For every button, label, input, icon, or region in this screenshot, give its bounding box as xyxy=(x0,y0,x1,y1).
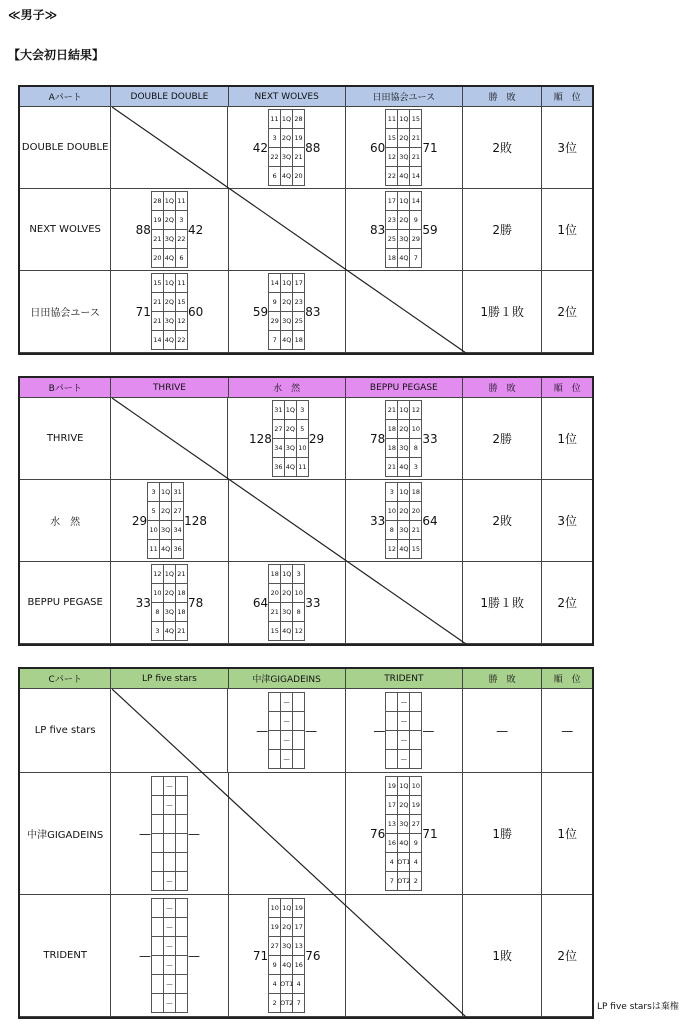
score-right: 128 xyxy=(184,513,208,528)
diagonal-stroke xyxy=(112,107,466,353)
quarter-score: 25 xyxy=(386,230,398,249)
quarter-score: 36 xyxy=(273,458,285,477)
score-left: 78 xyxy=(370,431,386,446)
quarter-label: 2Q xyxy=(398,129,410,148)
quarter-label: 2Q xyxy=(160,502,172,521)
quarter-label: OT2 xyxy=(398,872,410,891)
quarter-score: 2 xyxy=(410,872,422,891)
quarter-score: 3 xyxy=(269,129,281,148)
score-left: 33 xyxy=(135,595,151,610)
quarter-label: 4Q xyxy=(281,167,293,186)
quarter-score: 3 xyxy=(152,622,164,641)
quarter-score: 22 xyxy=(269,148,281,167)
column-team-name: 水 然 xyxy=(229,378,346,398)
quarter-score: 27 xyxy=(269,937,281,956)
quarter-label: 1Q xyxy=(164,192,176,211)
quarter-label: 1Q xyxy=(164,274,176,293)
rank-value: 3位 xyxy=(542,107,592,189)
quarter-score: 15 xyxy=(152,274,164,293)
record-value: 1勝１敗 xyxy=(463,562,542,644)
quarter-score: 19 xyxy=(293,129,305,148)
column-header: 順 位 xyxy=(542,378,592,398)
quarter-label: 2Q xyxy=(164,211,176,230)
quarter-label: — xyxy=(281,750,293,769)
quarter-score: 20 xyxy=(410,502,422,521)
quarter-label: — xyxy=(398,712,410,731)
header-row xyxy=(20,378,592,398)
score-left: 83 xyxy=(370,222,386,237)
quarter-score: 10 xyxy=(293,584,305,603)
quarter-score: 8 xyxy=(410,439,422,458)
quarter-label: — xyxy=(281,693,293,712)
quarter-score: 14 xyxy=(410,167,422,186)
quarter-score: 28 xyxy=(152,192,164,211)
score-right: 42 xyxy=(187,222,204,237)
quarter-score: 21 xyxy=(410,129,422,148)
column-header: 勝 敗 xyxy=(463,669,542,689)
quarter-score: 11 xyxy=(176,192,188,211)
quarter-score: 21 xyxy=(152,230,164,249)
quarter-score: 10 xyxy=(410,777,422,796)
quarter-score: 10 xyxy=(148,521,160,540)
record-value: 1敗 xyxy=(463,895,542,1017)
row-team-name: 水 然 xyxy=(20,480,111,562)
quarter-score: 3 xyxy=(386,483,398,502)
quarter-score: 21 xyxy=(410,148,422,167)
column-team-name: BEPPU PEGASE xyxy=(346,378,463,398)
score-left: 128 xyxy=(248,431,272,446)
quarter-score: 4 xyxy=(293,975,305,994)
row-team-name: TRIDENT xyxy=(20,895,111,1017)
quarter-label: — xyxy=(398,731,410,750)
column-team-name: NEXT WOLVES xyxy=(229,87,346,107)
quarter-score: 20 xyxy=(293,167,305,186)
quarter-label: 2Q xyxy=(285,420,297,439)
quarter-label: 4Q xyxy=(281,956,293,975)
quarter-label: 3Q xyxy=(281,148,293,167)
quarter-score: 14 xyxy=(152,331,164,350)
score-right: 76 xyxy=(305,948,321,963)
record-value: 1勝１敗 xyxy=(463,271,542,353)
quarter-label: 4Q xyxy=(398,249,410,268)
quarter-label: 3Q xyxy=(164,230,176,249)
quarter-score: 18 xyxy=(176,584,188,603)
quarter-score: 20 xyxy=(269,584,281,603)
quarter-score: 9 xyxy=(410,211,422,230)
quarter-score: 10 xyxy=(386,502,398,521)
score-left: — xyxy=(373,723,386,738)
quarter-score: 15 xyxy=(410,110,422,129)
score-right: — xyxy=(422,723,435,738)
quarter-score: 3 xyxy=(293,565,305,584)
score-right: 88 xyxy=(305,140,321,155)
header-row xyxy=(20,669,592,689)
group-table xyxy=(18,376,594,646)
quarter-label: 4Q xyxy=(398,540,410,559)
record-value: 2敗 xyxy=(463,480,542,562)
diagonal-stroke xyxy=(112,398,466,644)
quarter-label: 1Q xyxy=(398,777,410,796)
score-right: 33 xyxy=(305,595,321,610)
rank-value: 1位 xyxy=(542,189,592,271)
quarter-score: 29 xyxy=(269,312,281,331)
quarter-score: 34 xyxy=(273,439,285,458)
quarter-score: 6 xyxy=(176,249,188,268)
score-right: 83 xyxy=(305,304,321,319)
quarter-label: 4Q xyxy=(398,167,410,186)
quarter-label: — xyxy=(164,937,176,956)
score-right: 29 xyxy=(308,431,325,446)
quarter-label: — xyxy=(281,731,293,750)
score-left: 59 xyxy=(252,304,269,319)
column-team-name: THRIVE xyxy=(111,378,228,398)
quarter-score: 21 xyxy=(176,622,188,641)
quarter-score: 13 xyxy=(386,815,398,834)
quarter-score: 18 xyxy=(386,420,398,439)
record-value: — xyxy=(463,689,542,773)
quarter-label: 4Q xyxy=(164,331,176,350)
quarter-label: 3Q xyxy=(164,603,176,622)
quarter-score: 21 xyxy=(410,521,422,540)
score-left: — xyxy=(138,826,151,841)
quarter-score: 3 xyxy=(297,401,309,420)
quarter-label: — xyxy=(164,872,176,891)
quarter-label: — xyxy=(398,750,410,769)
quarter-score: 5 xyxy=(297,420,309,439)
quarter-score: 8 xyxy=(293,603,305,622)
rank-value: 2位 xyxy=(542,271,592,353)
quarter-label: 3Q xyxy=(281,603,293,622)
quarter-score: 18 xyxy=(293,331,305,350)
row-team-name: 日田協会ユース xyxy=(20,271,111,353)
column-team-name: TRIDENT xyxy=(346,669,463,689)
quarter-label: 3Q xyxy=(398,521,410,540)
score-left: 42 xyxy=(252,140,269,155)
quarter-label: 1Q xyxy=(285,401,297,420)
quarter-score: 18 xyxy=(410,483,422,502)
quarter-label: 1Q xyxy=(398,192,410,211)
diagonal-line xyxy=(112,689,466,1017)
row-team-name: DOUBLE DOUBLE xyxy=(20,107,111,189)
quarter-label: 4Q xyxy=(281,622,293,641)
score-left: — xyxy=(256,723,269,738)
quarter-score: 18 xyxy=(386,249,398,268)
quarter-label: 2Q xyxy=(398,502,410,521)
quarter-score: 21 xyxy=(386,401,398,420)
row-team-name: LP five stars xyxy=(20,689,111,773)
quarter-score: 19 xyxy=(269,918,281,937)
rank-value: 2位 xyxy=(542,562,592,644)
quarter-score: 10 xyxy=(269,899,281,918)
rank-value: — xyxy=(542,689,592,773)
score-left: 88 xyxy=(135,222,151,237)
quarter-score: 11 xyxy=(148,540,160,559)
quarter-score: 7 xyxy=(386,872,398,891)
score-left: 71 xyxy=(252,948,269,963)
quarter-score: 16 xyxy=(293,956,305,975)
quarter-label: OT1 xyxy=(281,975,293,994)
quarter-score: 6 xyxy=(269,167,281,186)
quarter-label: 4Q xyxy=(398,834,410,853)
score-left: — xyxy=(138,948,151,963)
quarter-score: 4 xyxy=(269,975,281,994)
header-row xyxy=(20,87,592,107)
quarter-score: 12 xyxy=(176,312,188,331)
quarter-label: 4Q xyxy=(281,331,293,350)
quarter-score: 25 xyxy=(293,312,305,331)
quarter-label: 3Q xyxy=(160,521,172,540)
quarter-label: 3Q xyxy=(281,937,293,956)
quarter-score: 21 xyxy=(152,293,164,312)
quarter-score: 22 xyxy=(176,230,188,249)
row-team-name: BEPPU PEGASE xyxy=(20,562,111,644)
quarter-score: 9 xyxy=(269,956,281,975)
quarter-score: 8 xyxy=(386,521,398,540)
quarter-score: 3 xyxy=(148,483,160,502)
quarter-label: 2Q xyxy=(281,584,293,603)
column-team-name: DOUBLE DOUBLE xyxy=(111,87,228,107)
column-header: 勝 敗 xyxy=(463,378,542,398)
row-team-name: THRIVE xyxy=(20,398,111,480)
quarter-score: 4 xyxy=(386,853,398,872)
quarter-label: 1Q xyxy=(164,565,176,584)
row-team-name: 中津GIGADEINS xyxy=(20,773,111,895)
record-value: 2敗 xyxy=(463,107,542,189)
quarter-score: 19 xyxy=(410,796,422,815)
quarter-label: — xyxy=(164,956,176,975)
quarter-score: 12 xyxy=(410,401,422,420)
record-value: 1勝 xyxy=(463,773,542,895)
footnote: LP five starsは棄権 xyxy=(597,1002,679,1012)
page-title: ≪男子≫ xyxy=(8,8,58,22)
quarter-label: 2Q xyxy=(281,129,293,148)
quarter-label: 2Q xyxy=(281,293,293,312)
quarter-score: 8 xyxy=(152,603,164,622)
part-label: Bパート xyxy=(20,378,111,398)
diagonal-line xyxy=(112,398,466,644)
rank-value: 2位 xyxy=(542,895,592,1017)
group-table xyxy=(18,85,594,355)
quarter-score: 17 xyxy=(386,192,398,211)
quarter-score: 7 xyxy=(410,249,422,268)
quarter-label: 4Q xyxy=(160,540,172,559)
diagonal-stroke xyxy=(112,689,466,1017)
column-header: 順 位 xyxy=(542,87,592,107)
quarter-score: 9 xyxy=(410,834,422,853)
quarter-score: 15 xyxy=(176,293,188,312)
quarter-score: 15 xyxy=(410,540,422,559)
score-left: 60 xyxy=(370,140,386,155)
score-left: 71 xyxy=(135,304,151,319)
quarter-score: 19 xyxy=(293,899,305,918)
quarter-score: 14 xyxy=(269,274,281,293)
quarter-label: — xyxy=(281,712,293,731)
quarter-score: 18 xyxy=(176,603,188,622)
rank-value: 1位 xyxy=(542,773,592,895)
row-team-name: NEXT WOLVES xyxy=(20,189,111,271)
quarter-score: 17 xyxy=(293,274,305,293)
score-right: 64 xyxy=(422,513,438,528)
quarter-score: 18 xyxy=(386,439,398,458)
quarter-score: 7 xyxy=(293,994,305,1013)
quarter-score: 12 xyxy=(386,540,398,559)
quarter-score: 23 xyxy=(386,211,398,230)
quarter-score: 11 xyxy=(176,274,188,293)
quarter-label: 2Q xyxy=(164,584,176,603)
score-right: 60 xyxy=(187,304,204,319)
quarter-score: 21 xyxy=(386,458,398,477)
quarter-score: 21 xyxy=(293,148,305,167)
score-left: 33 xyxy=(370,513,386,528)
quarter-label: 2Q xyxy=(281,918,293,937)
rank-value: 1位 xyxy=(542,398,592,480)
quarter-label: 2Q xyxy=(398,420,410,439)
quarter-score: 9 xyxy=(269,293,281,312)
quarter-label: 3Q xyxy=(398,439,410,458)
quarter-score: 7 xyxy=(269,331,281,350)
quarter-score: 22 xyxy=(176,331,188,350)
quarter-score: 22 xyxy=(386,167,398,186)
quarter-score: 3 xyxy=(410,458,422,477)
quarter-label: 3Q xyxy=(398,230,410,249)
quarter-label: 1Q xyxy=(281,565,293,584)
quarter-label: — xyxy=(164,777,176,796)
quarter-score: 27 xyxy=(172,502,184,521)
quarter-label: 4Q xyxy=(164,249,176,268)
score-left: 76 xyxy=(370,826,386,841)
quarter-score: 31 xyxy=(273,401,285,420)
quarter-score: 28 xyxy=(293,110,305,129)
score-right: — xyxy=(305,723,318,738)
page-subtitle: 【大会初日結果】 xyxy=(8,48,105,62)
quarter-label: 3Q xyxy=(285,439,297,458)
quarter-label: 4Q xyxy=(285,458,297,477)
score-left: 29 xyxy=(131,513,148,528)
quarter-label: — xyxy=(164,994,176,1013)
column-team-name: 日田協会ユース xyxy=(346,87,463,107)
column-header: 勝 敗 xyxy=(463,87,542,107)
rank-value: 3位 xyxy=(542,480,592,562)
score-right: — xyxy=(187,948,200,963)
quarter-score: 16 xyxy=(386,834,398,853)
quarter-label: 1Q xyxy=(398,401,410,420)
quarter-score: 21 xyxy=(269,603,281,622)
part-label: Aパート xyxy=(20,87,111,107)
quarter-label: 1Q xyxy=(398,483,410,502)
column-team-name: 中津GIGADEINS xyxy=(229,669,346,689)
quarter-score: 29 xyxy=(410,230,422,249)
column-team-name: LP five stars xyxy=(111,669,228,689)
score-right: 71 xyxy=(422,140,438,155)
quarter-score: 3 xyxy=(176,211,188,230)
quarter-score: 17 xyxy=(293,918,305,937)
score-right: — xyxy=(187,826,200,841)
quarter-score: 31 xyxy=(172,483,184,502)
quarter-label: — xyxy=(164,975,176,994)
quarter-score: 10 xyxy=(152,584,164,603)
record-value: 2勝 xyxy=(463,398,542,480)
quarter-label: 1Q xyxy=(281,110,293,129)
score-right: 78 xyxy=(187,595,204,610)
quarter-label: OT2 xyxy=(281,994,293,1013)
score-right: 33 xyxy=(422,431,438,446)
score-left: 64 xyxy=(252,595,269,610)
quarter-score: 11 xyxy=(297,458,309,477)
quarter-label: 1Q xyxy=(398,110,410,129)
score-right: 59 xyxy=(422,222,438,237)
quarter-score: 27 xyxy=(410,815,422,834)
quarter-label: 3Q xyxy=(398,815,410,834)
part-label: Cパート xyxy=(20,669,111,689)
quarter-score: 19 xyxy=(152,211,164,230)
quarter-label: 3Q xyxy=(281,312,293,331)
quarter-score: 23 xyxy=(293,293,305,312)
quarter-label: — xyxy=(164,796,176,815)
quarter-label: 1Q xyxy=(160,483,172,502)
quarter-score: 12 xyxy=(152,565,164,584)
quarter-label: 1Q xyxy=(281,274,293,293)
quarter-label: — xyxy=(164,918,176,937)
quarter-label: — xyxy=(164,899,176,918)
quarter-label: 2Q xyxy=(398,211,410,230)
quarter-label: — xyxy=(398,693,410,712)
quarter-score: 34 xyxy=(172,521,184,540)
quarter-score: 36 xyxy=(172,540,184,559)
score-right: 71 xyxy=(422,826,438,841)
quarter-score: 21 xyxy=(152,312,164,331)
quarter-score: 2 xyxy=(269,994,281,1013)
quarter-label: OT1 xyxy=(398,853,410,872)
quarter-score: 12 xyxy=(293,622,305,641)
quarter-score: 21 xyxy=(176,565,188,584)
quarter-label: 3Q xyxy=(398,148,410,167)
quarter-label: 3Q xyxy=(164,312,176,331)
quarter-score: 15 xyxy=(386,129,398,148)
quarter-score: 5 xyxy=(148,502,160,521)
quarter-label: 4Q xyxy=(164,622,176,641)
quarter-score: 17 xyxy=(386,796,398,815)
quarter-score: 4 xyxy=(410,853,422,872)
quarter-label: 2Q xyxy=(398,796,410,815)
quarter-score: 27 xyxy=(273,420,285,439)
quarter-score: 14 xyxy=(410,192,422,211)
quarter-score: 10 xyxy=(410,420,422,439)
quarter-label: 2Q xyxy=(164,293,176,312)
quarter-score: 20 xyxy=(152,249,164,268)
diagonal-line xyxy=(112,107,466,353)
quarter-score: 13 xyxy=(293,937,305,956)
record-value: 2勝 xyxy=(463,189,542,271)
quarter-score: 15 xyxy=(269,622,281,641)
column-header: 順 位 xyxy=(542,669,592,689)
quarter-score: 10 xyxy=(297,439,309,458)
quarter-score: 12 xyxy=(386,148,398,167)
quarter-score: 11 xyxy=(269,110,281,129)
quarter-score: 11 xyxy=(386,110,398,129)
quarter-label: 4Q xyxy=(398,458,410,477)
quarter-score: 19 xyxy=(386,777,398,796)
quarter-label: 1Q xyxy=(281,899,293,918)
quarter-score: 18 xyxy=(269,565,281,584)
group-table xyxy=(18,667,594,1019)
